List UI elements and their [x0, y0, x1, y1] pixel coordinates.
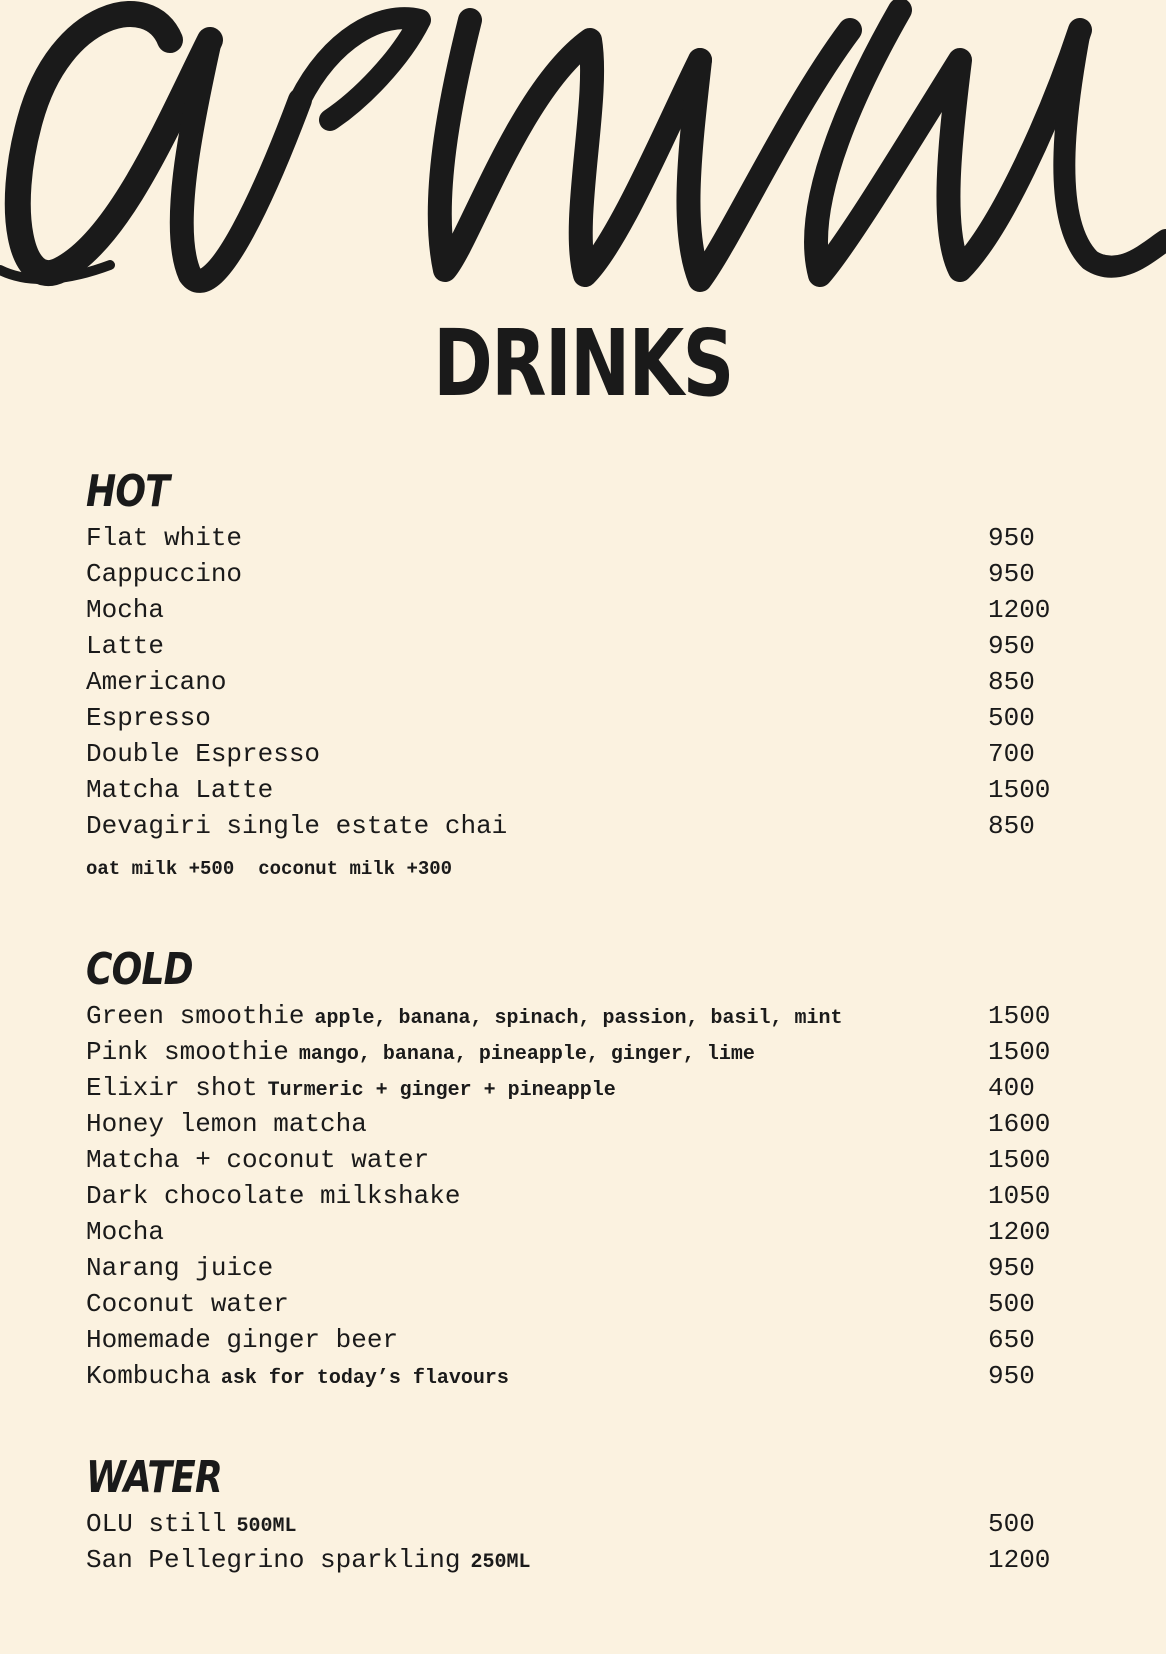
item-name: Green smoothie: [86, 1001, 305, 1031]
item-price: 1500: [988, 775, 1051, 805]
item-price: 500: [988, 1289, 1035, 1319]
item-name: Flat white: [86, 523, 243, 553]
menu-item: [86, 664, 1086, 700]
item-price: 850: [988, 811, 1035, 841]
menu-item: [86, 1286, 1086, 1322]
item-price: 950: [988, 631, 1035, 661]
menu-item: [86, 1506, 1086, 1542]
milk-addons-note: [86, 858, 1086, 880]
menu-item: [86, 1358, 1086, 1394]
item-price: 700: [988, 739, 1035, 769]
cold-section: [86, 944, 1086, 1394]
item-name: Latte: [86, 631, 165, 661]
menu-item: [86, 1142, 1086, 1178]
item-name: Mocha: [86, 595, 165, 625]
item-name: Pink smoothie: [86, 1037, 289, 1067]
item-description: Turmeric + ginger + pineapple: [267, 1079, 616, 1102]
item-name: Double Espresso: [86, 739, 321, 769]
item-name: Mocha: [86, 1217, 165, 1247]
page-title: DRINKS: [433, 310, 733, 417]
script-lettering-art: [0, 0, 1166, 320]
addon-coconut-milk: coconut milk +300: [258, 858, 453, 880]
menu-item: [86, 1322, 1086, 1358]
menu-item: [86, 556, 1086, 592]
item-name: Narang juice: [86, 1253, 274, 1283]
hot-section: [86, 466, 1086, 880]
item-description: mango, banana, pineapple, ginger, lime: [298, 1043, 755, 1066]
cold-items-list: [86, 998, 1086, 1394]
addon-oat-milk: oat milk +500: [86, 858, 235, 880]
item-price: 1050: [988, 1181, 1051, 1211]
item-price: 950: [988, 523, 1035, 553]
menu-item: [86, 1250, 1086, 1286]
menu-item: [86, 772, 1086, 808]
item-description: 250ML: [470, 1551, 531, 1574]
item-name: San Pellegrino sparkling: [86, 1545, 461, 1575]
menu-item: [86, 998, 1086, 1034]
item-price: 1500: [988, 1145, 1051, 1175]
item-price: 950: [988, 559, 1035, 589]
item-name: Coconut water: [86, 1289, 289, 1319]
item-name: Cappuccino: [86, 559, 243, 589]
menu-item: [86, 1214, 1086, 1250]
item-name: Elixir shot: [86, 1073, 258, 1103]
item-price: 1600: [988, 1109, 1051, 1139]
item-description: 500ML: [236, 1515, 297, 1538]
item-price: 850: [988, 667, 1035, 697]
item-price: 650: [988, 1325, 1035, 1355]
item-description: apple, banana, spinach, passion, basil, mint: [314, 1007, 843, 1030]
water-section: [86, 1452, 1086, 1578]
item-name: Kombucha: [86, 1361, 211, 1391]
menu-item: [86, 1178, 1086, 1214]
menu-item: [86, 1034, 1086, 1070]
water-items-list: [86, 1506, 1086, 1578]
item-price: 500: [988, 1509, 1035, 1539]
item-description: ask for today’s flavours: [220, 1367, 509, 1390]
item-price: 1200: [988, 595, 1051, 625]
item-name: Matcha Latte: [86, 775, 274, 805]
item-price: 500: [988, 703, 1035, 733]
hot-items-list: [86, 520, 1086, 844]
item-name: Espresso: [86, 703, 211, 733]
menu-item: [86, 736, 1086, 772]
menu-item: [86, 592, 1086, 628]
menu-item: [86, 520, 1086, 556]
section-heading-cold: COLD: [86, 944, 193, 995]
item-name: Homemade ginger beer: [86, 1325, 399, 1355]
menu-item: [86, 1070, 1086, 1106]
menu-item: [86, 700, 1086, 736]
menu-item: [86, 1542, 1086, 1578]
item-price: 1500: [988, 1001, 1051, 1031]
menu-item: [86, 1106, 1086, 1142]
item-name: Dark chocolate milkshake: [86, 1181, 461, 1211]
section-heading-water: WATER: [86, 1452, 222, 1503]
menu-item: [86, 808, 1086, 844]
item-price: 1500: [988, 1037, 1051, 1067]
item-price: 950: [988, 1361, 1035, 1391]
item-price: 1200: [988, 1545, 1051, 1575]
item-name: Matcha + coconut water: [86, 1145, 430, 1175]
section-heading-hot: HOT: [86, 466, 170, 517]
menu-item: [86, 628, 1086, 664]
item-name: Americano: [86, 667, 227, 697]
item-name: Honey lemon matcha: [86, 1109, 367, 1139]
item-name: Devagiri single estate chai: [86, 811, 508, 841]
item-price: 950: [988, 1253, 1035, 1283]
item-price: 400: [988, 1073, 1035, 1103]
item-name: OLU still: [86, 1509, 227, 1539]
item-price: 1200: [988, 1217, 1051, 1247]
